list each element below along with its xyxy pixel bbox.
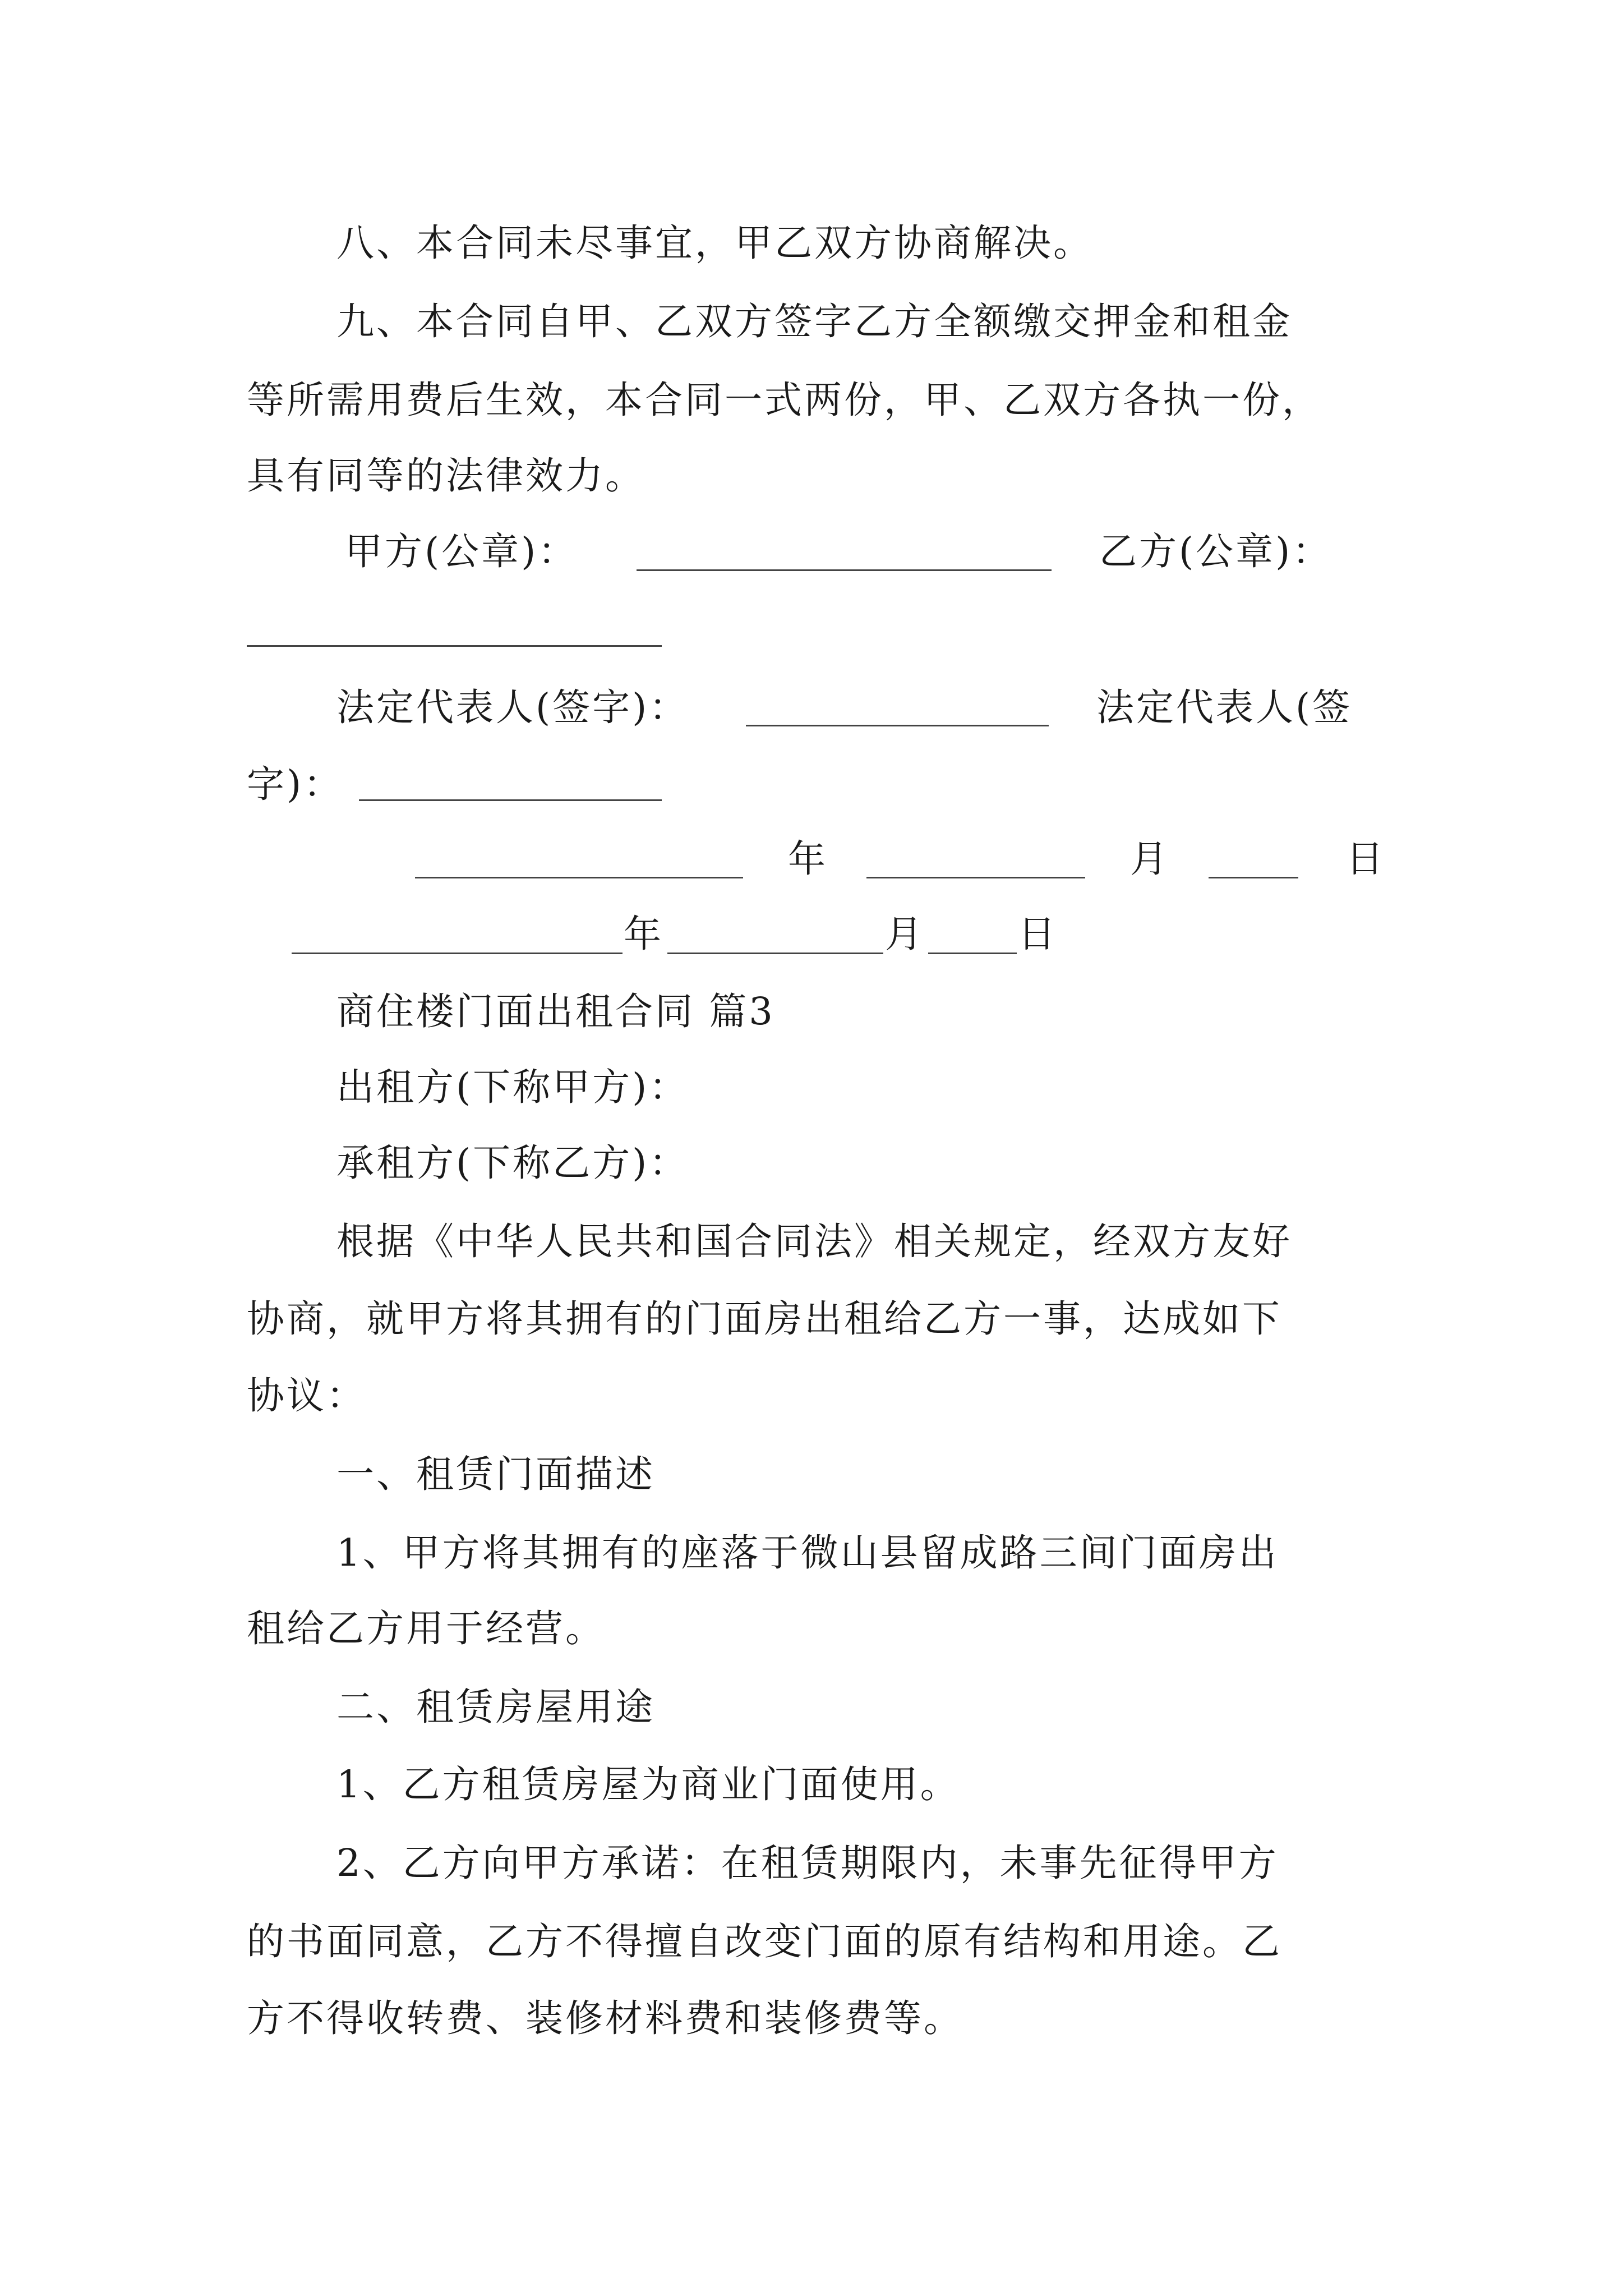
intro-line-1: 根据《中华人民共和国合同法》相关规定，经双方友好: [336, 1220, 1292, 1263]
party-a-seal-blank[interactable]: [637, 569, 1052, 571]
rep-a-label: 法定代表人(签字)：: [336, 685, 689, 729]
date-b-day: 日: [1018, 912, 1058, 956]
date-a-year: 年: [788, 837, 828, 881]
section-1-item-1-line-1: 1、甲方将其拥有的座落于微山县留成路三间门面房出: [336, 1531, 1279, 1575]
date-b-day-blank[interactable]: [928, 953, 1017, 954]
date-a-month-blank[interactable]: [866, 877, 1085, 878]
section-2-item-2-line-2: 的书面同意，乙方不得擅自改变门面的原有结构和用途。乙: [247, 1920, 1282, 1963]
section-2-item-2-line-3: 方不得收转费、装修材料费和装修费等。: [247, 1996, 963, 2040]
date-a-day-blank[interactable]: [1209, 877, 1298, 878]
clause-8: 八、本合同未尽事宜，甲乙双方协商解决。: [336, 221, 1093, 265]
lessee-line: 承租方(下称乙方)：: [336, 1141, 689, 1185]
intro-line-2: 协商，就甲方将其拥有的门面房出租给乙方一事，达成如下: [247, 1297, 1282, 1341]
rep-a-sign-blank[interactable]: [746, 725, 1049, 726]
clause-9-line-1: 九、本合同自甲、乙双方签字乙方全额缴交押金和租金: [336, 300, 1292, 343]
section-1-item-1-line-2: 租给乙方用于经营。: [247, 1607, 605, 1650]
date-b-month: 月: [885, 912, 925, 956]
section-2-item-1: 1、乙方租赁房屋为商业门面使用。: [336, 1763, 960, 1806]
party-a-seal-label: 甲方(公章)：: [345, 530, 578, 573]
party-b-seal-label: 乙方(公章)：: [1099, 530, 1332, 573]
section-2-heading: 二、租赁房屋用途: [336, 1685, 655, 1729]
rep-b-label-1: 法定代表人(签: [1096, 685, 1353, 729]
date-b-year: 年: [624, 912, 663, 956]
clause-9-line-2: 等所需用费后生效，本合同一式两份，甲、乙双方各执一份，: [247, 378, 1322, 422]
date-a-day: 日: [1346, 837, 1386, 881]
date-a-month: 月: [1130, 837, 1170, 881]
section-1-heading: 一、租赁门面描述: [336, 1452, 655, 1496]
rep-b-label-2: 字)：: [247, 762, 344, 806]
date-a-year-blank[interactable]: [415, 877, 743, 878]
clause-9-line-3: 具有同等的法律效力。: [247, 454, 645, 498]
party-b-seal-blank[interactable]: [247, 645, 662, 647]
date-b-year-blank[interactable]: [292, 953, 623, 954]
section-2-item-2-line-1: 2、乙方向甲方承诺：在租赁期限内，未事先征得甲方: [336, 1841, 1279, 1885]
date-b-month-blank[interactable]: [667, 953, 883, 954]
contract-title-3: 商住楼门面出租合同 篇3: [336, 990, 775, 1033]
lessor-line: 出租方(下称甲方)：: [336, 1065, 689, 1109]
intro-line-3: 协议：: [247, 1374, 366, 1418]
rep-b-sign-blank[interactable]: [359, 799, 662, 801]
